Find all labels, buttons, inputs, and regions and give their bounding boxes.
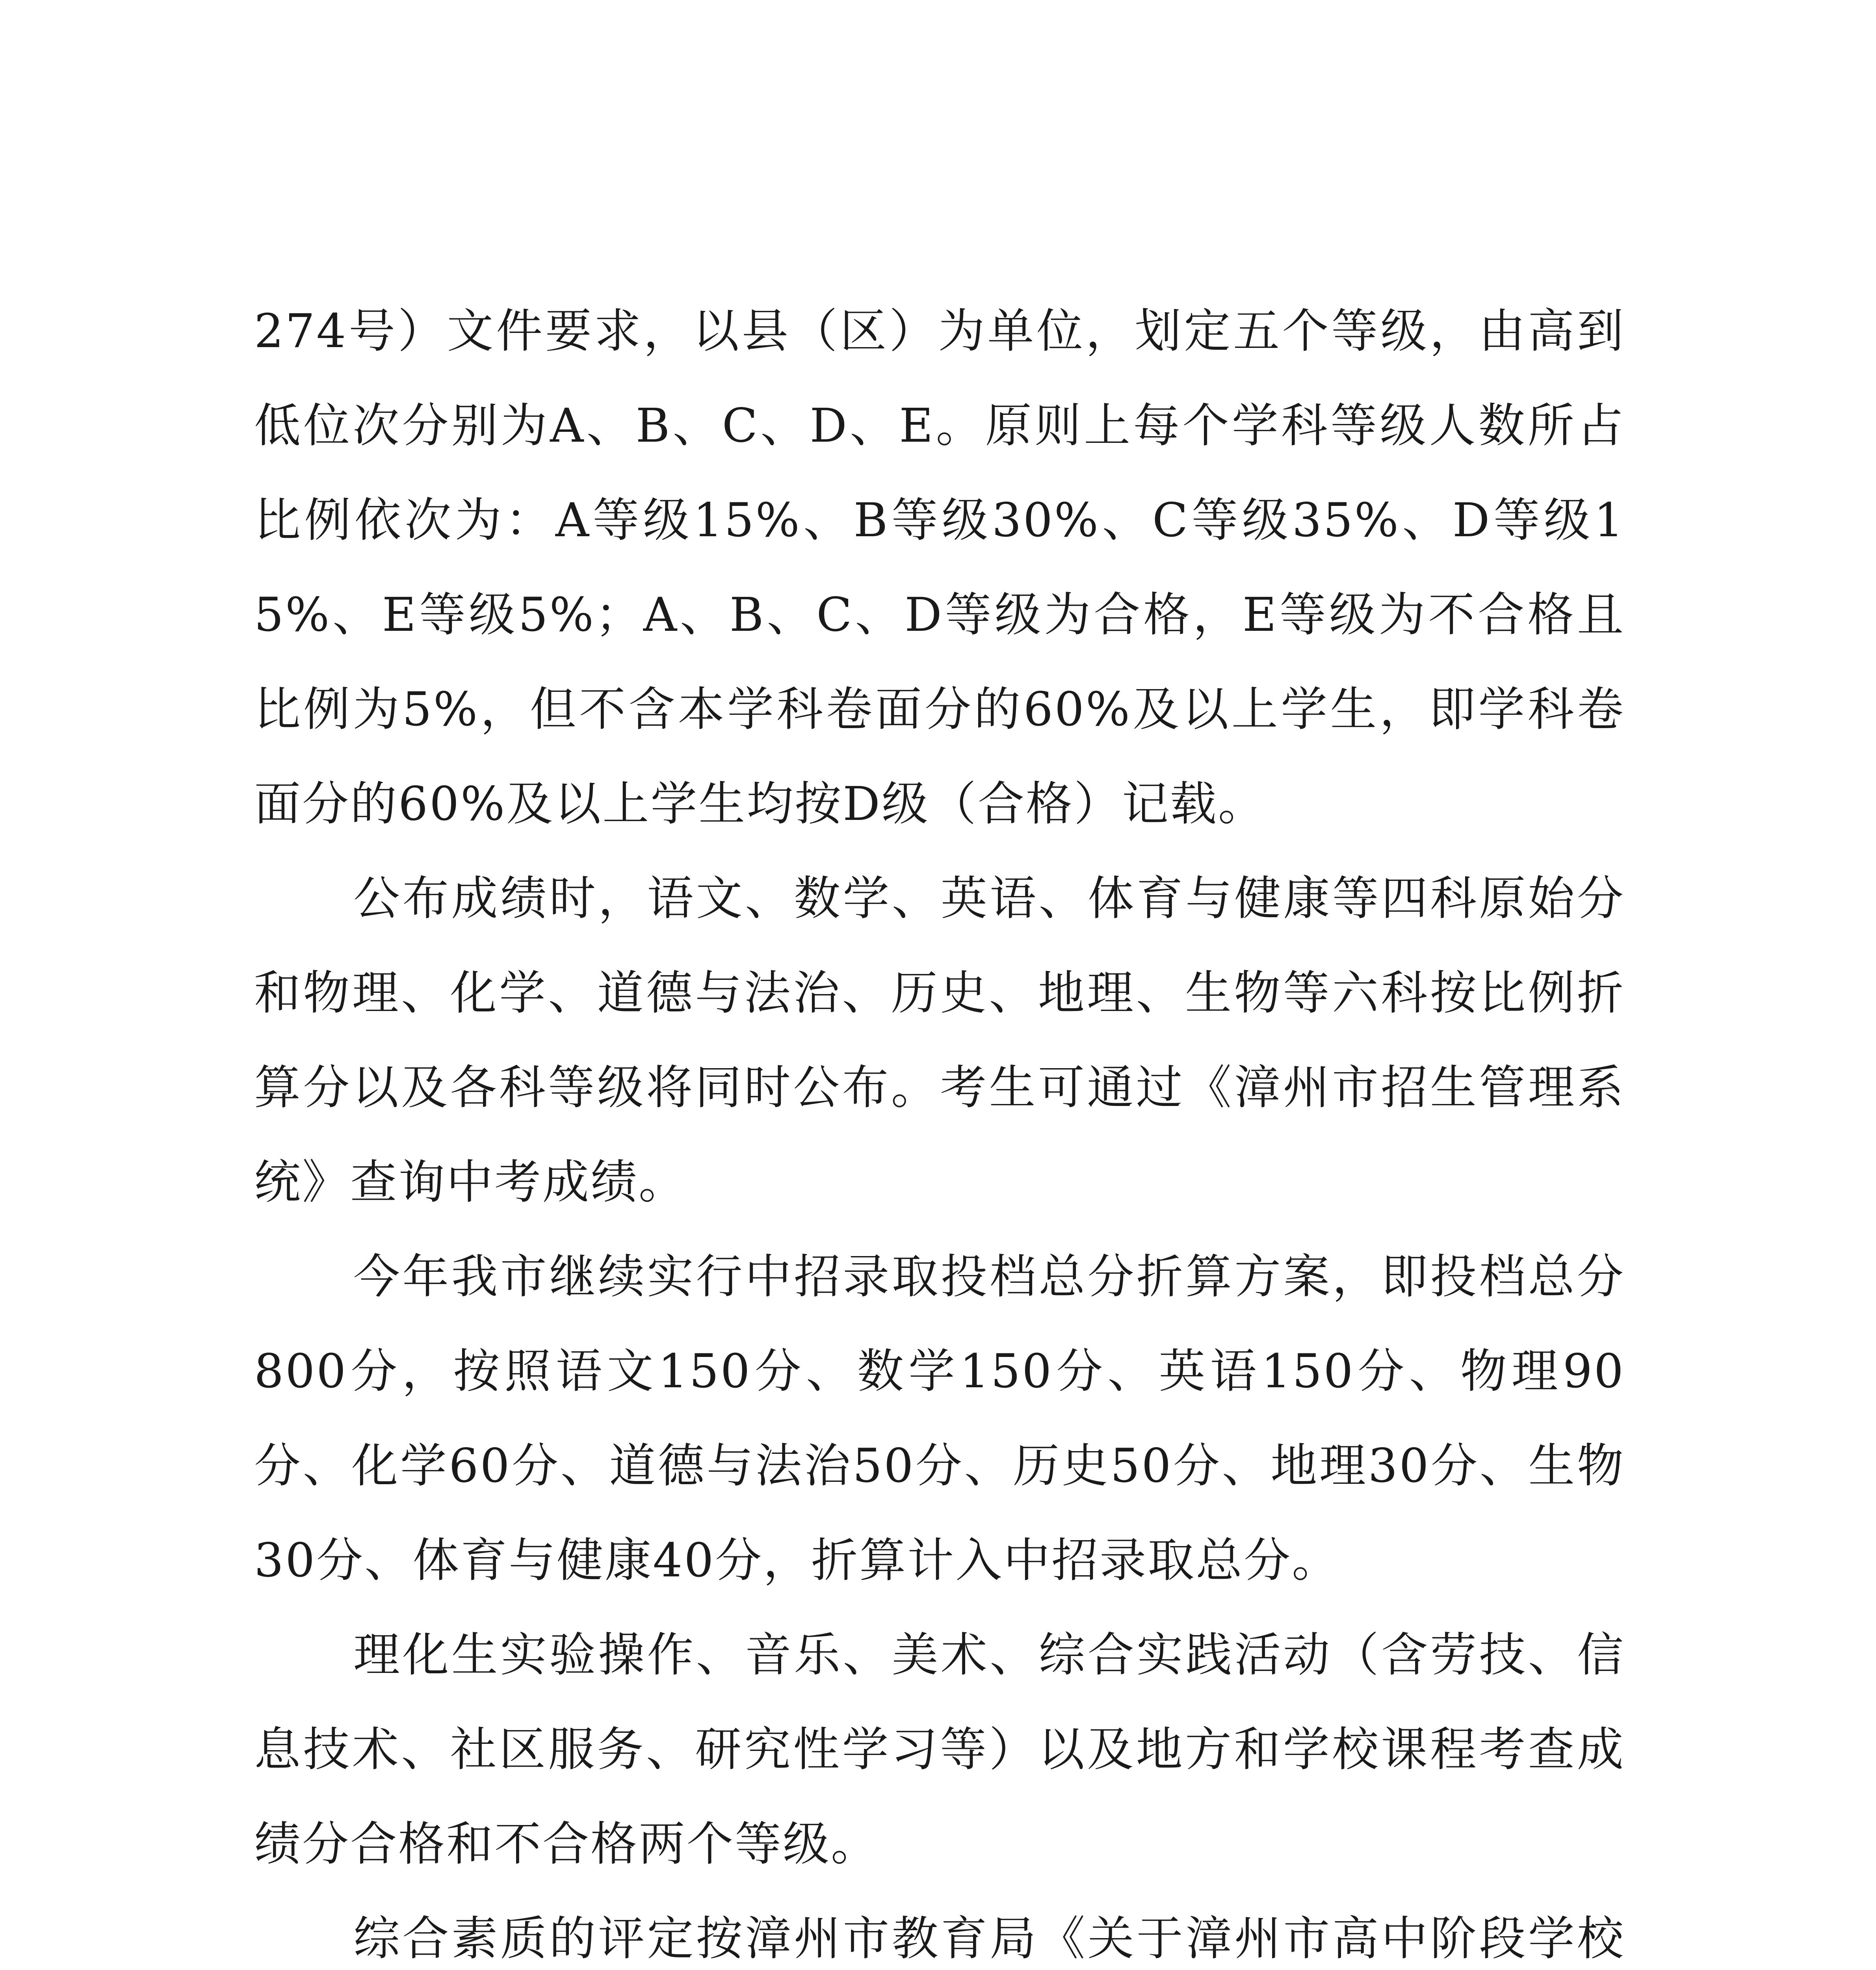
paragraph-grading-rules: 274号）文件要求，以县（区）为单位，划定五个等级，由高到低位次分别为A、B、C、D、E。原则上每个学科等级人数所占比例依次为：A等级15%、B等级30%、C等级35%、D等级15%、E等级5%；A、B、C、D等级为合格，E等级为不合格且比例为5%，但不含本学科卷面分的60%及以上学生，即学科卷面分的60%及以上学生均按D级（合格）记载。 (254, 304, 1625, 831)
paragraph-pass-fail-subjects: 理化生实验操作、音乐、美术、综合实践活动（含劳技、信息技术、社区服务、研究性学习等）以及地方和学校课程考查成绩分合格和不合格两个等级。 (254, 1628, 1625, 1871)
paragraph-score-publication: 公布成绩时，语文、数学、英语、体育与健康等四科原始分和物理、化学、道德与法治、历史、地理、生物等六科按比例折算分以及各科等级将同时公布。考生可通过《漳州市招生管理系统》查询中考成绩。 (254, 871, 1625, 1209)
paragraph-score-conversion: 今年我市继续实行中招录取投档总分折算方案，即投档总分800分，按照语文150分、数学150分、英语150分、物理90分、化学60分、道德与法治50分、历史50分、地理30分、生物30分、体育与健康40分，折算计入中招录取总分。 (254, 1249, 1625, 1587)
document-body (254, 284, 1625, 1970)
paragraph-comprehensive-quality: 综合素质的评定按漳州市教育局《关于漳州市高中阶段学校 (353, 1911, 1625, 1966)
